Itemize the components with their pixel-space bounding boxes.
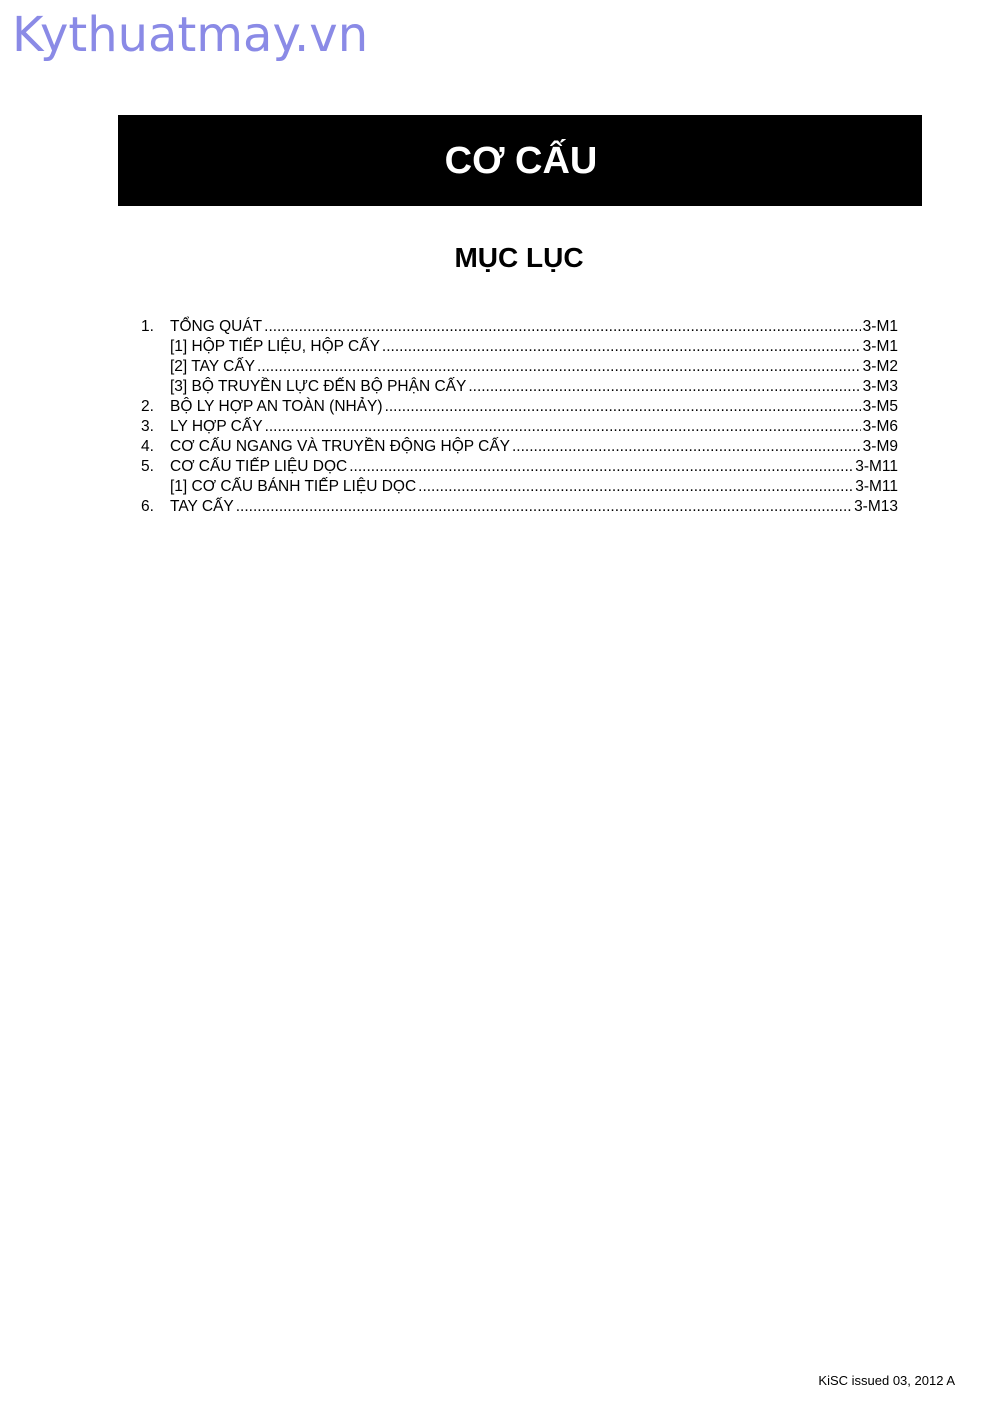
toc-entry-number: 4. bbox=[141, 438, 154, 455]
toc-leader-dots bbox=[382, 337, 861, 357]
toc-entry-label: LY HỢP CẤY bbox=[170, 418, 263, 435]
title-banner bbox=[118, 115, 922, 206]
toc-entry-3[interactable] bbox=[141, 417, 898, 437]
toc-heading: MỤC LỤC bbox=[454, 242, 584, 273]
toc-entry-page: 3-M3 bbox=[862, 378, 898, 395]
toc-entry-label: CƠ CẤU NGANG VÀ TRUYỀN ĐỘNG HỘP CẤY bbox=[170, 438, 510, 455]
toc-entry-number: 2. bbox=[141, 398, 154, 415]
toc-leader-dots bbox=[385, 397, 861, 417]
toc-leader-dots bbox=[265, 417, 861, 437]
toc-leader-dots bbox=[236, 497, 852, 517]
table-of-contents bbox=[141, 317, 898, 517]
toc-entry-number: 3. bbox=[141, 418, 154, 435]
toc-entry-1-1[interactable] bbox=[141, 337, 898, 357]
toc-entry-1-2[interactable] bbox=[141, 357, 898, 377]
toc-entry-number: 1. bbox=[141, 318, 154, 335]
toc-entry-label: CƠ CẤU TIẾP LIỆU DỌC bbox=[170, 458, 348, 475]
toc-entry-1-3[interactable] bbox=[141, 377, 898, 397]
toc-leader-dots bbox=[349, 457, 853, 477]
toc-entry-2[interactable] bbox=[141, 397, 898, 417]
toc-entry-page: 3-M9 bbox=[862, 438, 898, 455]
toc-entry-label: BỘ LY HỢP AN TOÀN (NHẢY) bbox=[170, 398, 383, 415]
footer-issue-note: KiSC issued 03, 2012 A bbox=[818, 1373, 955, 1388]
toc-entry-label: [3] BỘ TRUYỀN LỰC ĐẾN BỘ PHẬN CẤY bbox=[170, 378, 467, 395]
toc-leader-dots bbox=[468, 377, 860, 397]
toc-leader-dots bbox=[512, 437, 861, 457]
toc-leader-dots bbox=[257, 357, 861, 377]
toc-entry-page: 3-M5 bbox=[862, 398, 898, 415]
toc-entry-label: TAY CẤY bbox=[170, 498, 234, 515]
toc-entry-page: 3-M1 bbox=[862, 338, 898, 355]
toc-entry-page: 3-M11 bbox=[855, 458, 898, 475]
toc-entry-5-1[interactable] bbox=[141, 477, 898, 497]
toc-entry-page: 3-M1 bbox=[862, 318, 898, 335]
toc-leader-dots bbox=[264, 317, 861, 337]
toc-entry-page: 3-M11 bbox=[855, 478, 898, 495]
toc-entry-page: 3-M6 bbox=[862, 418, 898, 435]
toc-entry-number: 6. bbox=[141, 498, 154, 515]
toc-entry-label: [1] CƠ CẤU BÁNH TIẾP LIỆU DỌC bbox=[170, 478, 417, 495]
watermark: Kythuatmay.vn bbox=[12, 7, 369, 63]
toc-entry-4[interactable] bbox=[141, 437, 898, 457]
toc-entry-page: 3-M13 bbox=[854, 498, 898, 515]
toc-entry-label: TỔNG QUÁT bbox=[170, 318, 263, 335]
toc-entry-label: [1] HỘP TIẾP LIỆU, HỘP CẤY bbox=[170, 338, 380, 355]
toc-entry-number: 5. bbox=[141, 458, 154, 475]
toc-entry-page: 3-M2 bbox=[862, 358, 898, 375]
toc-entry-label: [2] TAY CẤY bbox=[170, 358, 256, 375]
toc-entry-5[interactable] bbox=[141, 457, 898, 477]
banner-title: CƠ CẤU bbox=[444, 139, 598, 182]
toc-leader-dots bbox=[418, 477, 853, 497]
toc-entry-6[interactable] bbox=[141, 497, 898, 517]
toc-entry-1[interactable] bbox=[141, 317, 898, 337]
